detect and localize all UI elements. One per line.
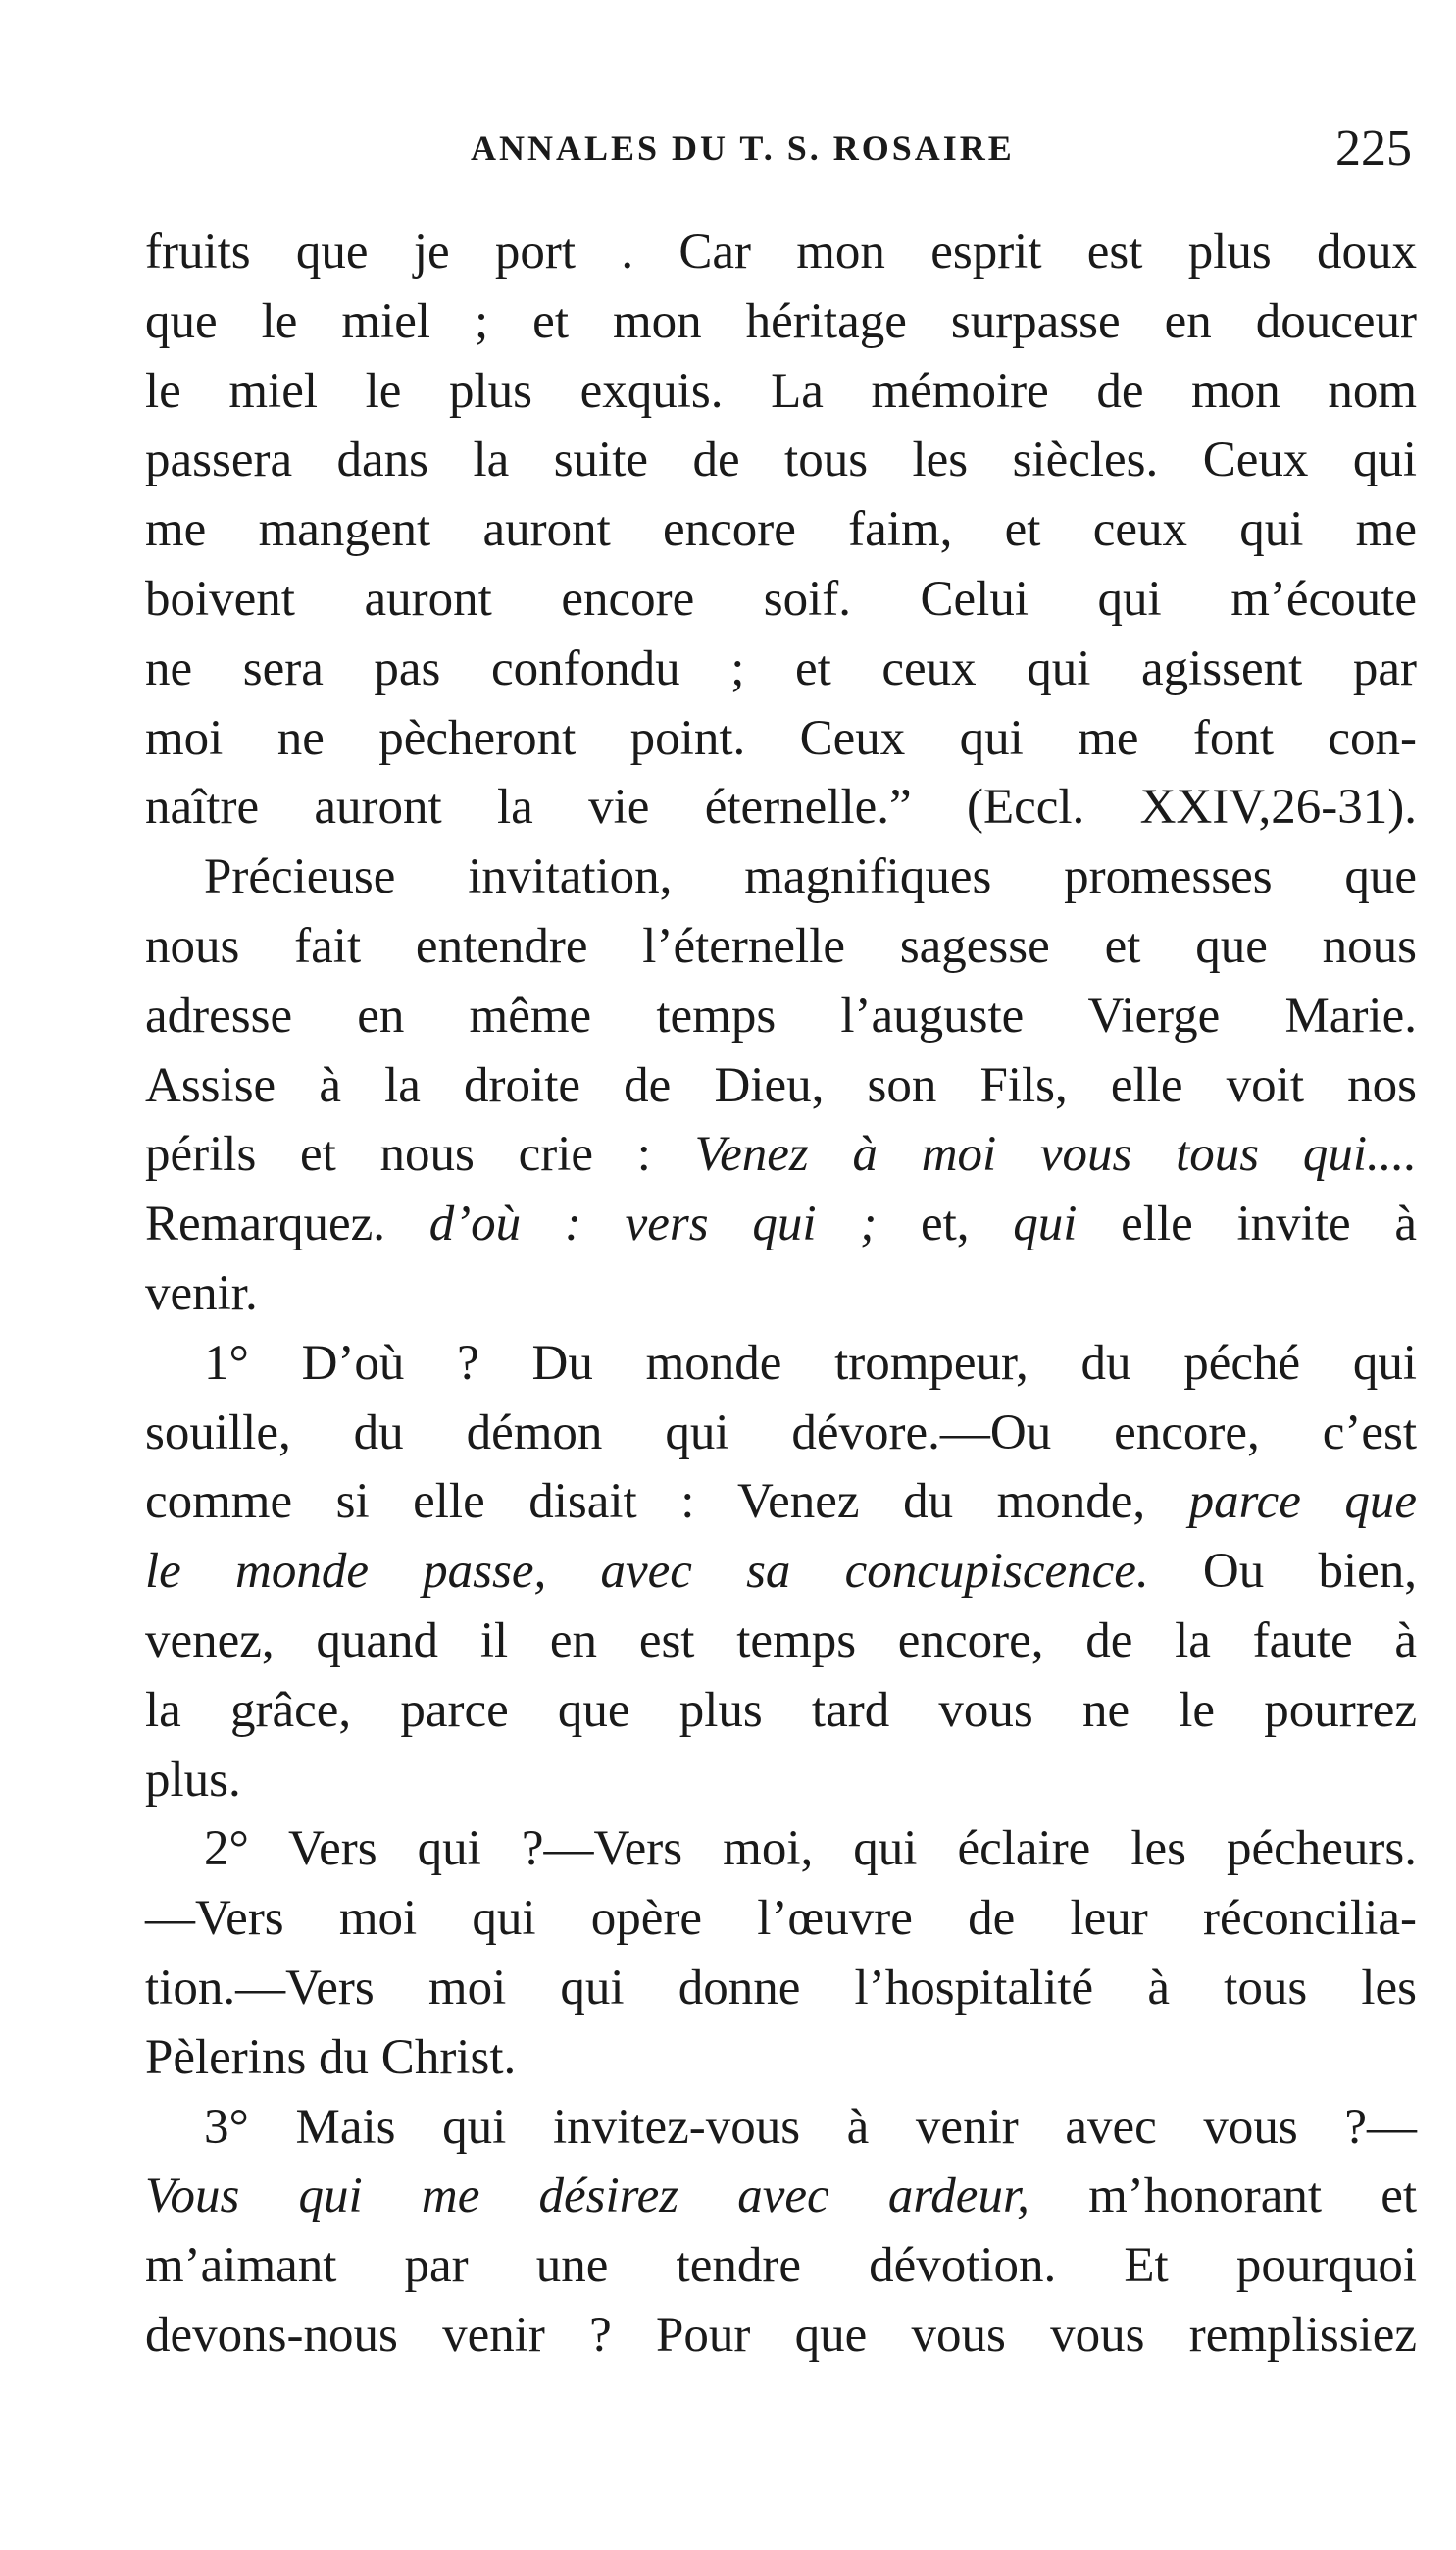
text-line: devons-nous venir ? Pour que vous vous remplissiez (145, 2307, 1417, 2363)
text-line: plus. (145, 1752, 241, 1808)
italic-segment: parce que (1188, 1474, 1417, 1530)
text-line-mixed (145, 1537, 1417, 1606)
text-line: Assise à la droite de Dieu, son Fils, elle voit nos (145, 1057, 1417, 1113)
italic-segment: qui (1013, 1197, 1078, 1252)
text-line-mixed (145, 1467, 1417, 1537)
page-number: 225 (1335, 121, 1412, 177)
text-line-mixed (145, 1190, 1417, 1259)
text-line: la grâce, parce que plus tard vous ne le pourrez (145, 1682, 1417, 1738)
running-title: ANNALES DU T. S. ROSAIRE (471, 128, 1015, 168)
text-line-mixed (145, 1120, 1417, 1190)
text-line: tion.—Vers moi qui donne l’hospitalité à tous les (145, 1960, 1417, 2015)
text-line: fruits que je port . Car mon esprit est plus doux (145, 225, 1417, 280)
text-segment: elle invite à (1121, 1197, 1418, 1252)
text-line: venez, quand il en est temps encore, de la faute à (145, 1612, 1417, 1668)
paragraph-first-line: 3° Mais qui invitez-vous à venir avec vous ?— (204, 2099, 1417, 2155)
text-segment: m’honorant et (1088, 2168, 1417, 2224)
italic-segment: d’où : vers qui ; (428, 1197, 878, 1252)
italic-segment: Vous qui me désirez avec ardeur, (145, 2168, 1029, 2224)
text-line: ne sera pas confondu ; et ceux qui agissent par (145, 640, 1417, 696)
text-line: passera dans la suite de tous les siècles. Ceux qui (145, 433, 1417, 488)
text-line: Pèlerins du Christ. (145, 2029, 517, 2085)
running-head (147, 120, 1412, 178)
text-segment: Remarquez. (145, 1197, 385, 1252)
italic-segment: Venez à moi vous tous qui.... (694, 1127, 1418, 1183)
text-line: adresse en même temps l’auguste Vierge Marie. (145, 988, 1417, 1044)
text-segment: et, (920, 1197, 970, 1252)
text-line: naître auront la vie éternelle.” (Eccl. XXIV,26-31). (145, 780, 1417, 836)
text-line: nous fait entendre l’éternelle sagesse et que nous (145, 918, 1417, 974)
text-segment: Ou bien, (1202, 1544, 1417, 1600)
text-line: souille, du démon qui dévore.—Ou encore, c’est (145, 1404, 1417, 1460)
text-line: moi ne pècheront point. Ceux qui me font con- (145, 710, 1417, 766)
body-text (145, 218, 1417, 2371)
paragraph-first-line: 2° Vers qui ?—Vers moi, qui éclaire les pécheurs. (204, 1821, 1417, 1877)
paragraph-first-line: Précieuse invitation, magnifiques promesses que (204, 849, 1417, 905)
text-line: boivent auront encore soif. Celui qui m’écoute (145, 571, 1417, 627)
paragraph-first-line: 1° D’où ? Du monde trompeur, du péché qui (204, 1335, 1417, 1391)
text-line: —Vers moi qui opère l’œuvre de leur réconcilia- (145, 1891, 1417, 1947)
text-line: le miel le plus exquis. La mémoire de mon nom (145, 363, 1417, 419)
text-segment: périls et nous crie : (145, 1127, 651, 1183)
text-line-mixed (145, 2162, 1417, 2231)
text-line: me mangent auront encore faim, et ceux qui me (145, 502, 1417, 558)
text-line: venir. (145, 1265, 258, 1321)
text-line: que le miel ; et mon héritage surpasse en douceur (145, 293, 1417, 349)
text-line: m’aimant par une tendre dévotion. Et pourquoi (145, 2238, 1417, 2294)
italic-segment: le monde passe, avec sa concupiscence. (145, 1544, 1149, 1600)
text-segment: comme si elle disait : Venez du monde, (145, 1474, 1146, 1530)
